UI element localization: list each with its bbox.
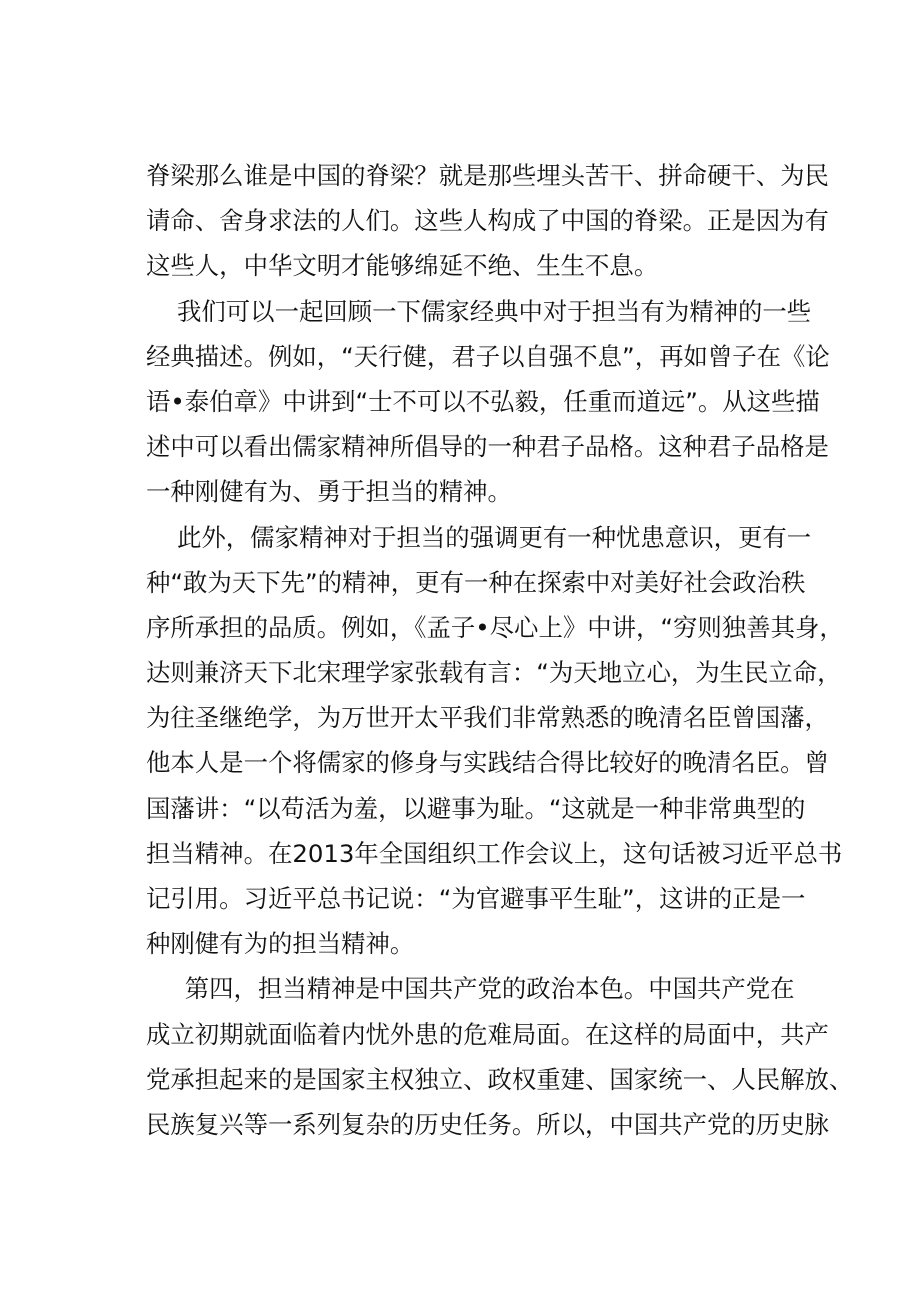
text-line: 经典描述。例如，“天行健，君子以自强不息”，再如曾子在《论: [146, 341, 830, 371]
text-line: 成立初期就面临着内忧外患的危难局面。在这样的局面中，共产: [146, 1019, 829, 1049]
text-line: 达则兼济天下北宋理学家张载有言：“为天地立心，为生民立命，: [146, 658, 842, 688]
text-line: 种刚健有为的担当精神。: [146, 929, 415, 959]
text-line: 我们可以一起回顾一下儒家经典中对于担当有为精神的一些: [146, 296, 812, 326]
text-line: 语•泰伯章》中讲到“士不可以不弘毅，任重而道远”。从这些描: [146, 386, 820, 416]
text-line: 记引用。习近平总书记说：“为官避事平生耻”，这讲的正是一: [146, 884, 806, 913]
paragraph-3: [146, 515, 844, 967]
text-line: 述中可以看出儒家精神所倡导的一种君子品格。这种君子品格是: [146, 432, 829, 462]
text-line: 担当精神。在2013年全国组织工作会议上，这句话被习近平总书: [146, 838, 843, 868]
text-line: 党承担起来的是国家主权独立、政权重建、国家统一、人民解放、: [146, 1064, 854, 1094]
text-line: 国藩讲：“以苟活为羞，以避事为耻。“这就是一种非常典型的: [146, 793, 806, 823]
text-line: 请命、舍身求法的人们。这些人构成了中国的脊梁。正是因为有: [146, 206, 829, 236]
text-line: 序所承担的品质。例如，《孟子•尽心上》中讲，“穷则独善其身，: [146, 612, 844, 642]
text-line: 此外，儒家精神对于担当的强调更有一种忧患意识，更有一: [146, 522, 812, 552]
text-line: 种“敢为天下先”的精神，更有一种在探索中对美好社会政治秩: [146, 567, 806, 597]
text-line: 第四，担当精神是中国共产党的政治本色。中国共产党在: [146, 974, 795, 1004]
text-line: 这些人，中华文明才能够绵延不绝、生生不息。: [146, 251, 659, 281]
paragraph-4: [146, 966, 854, 1147]
text-line: 他本人是一个将儒家的修身与实践结合得比较好的晚清名臣。曾: [146, 748, 829, 778]
text-line: 民族复兴等一系列复杂的历史任务。所以，中国共产党的历史脉: [146, 1109, 829, 1139]
text-line: 脊梁那么谁是中国的脊梁？就是那些埋头苦干、拼命硬干、为民: [146, 161, 829, 190]
document-body: [146, 153, 854, 1147]
paragraph-1: [146, 153, 829, 289]
text-line: 为往圣继绝学，为万世开太平我们非常熟悉的晚清名臣曾国藩，: [146, 703, 829, 733]
text-line: 一种刚健有为、勇于担当的精神。: [146, 477, 512, 507]
paragraph-2: [146, 289, 830, 515]
